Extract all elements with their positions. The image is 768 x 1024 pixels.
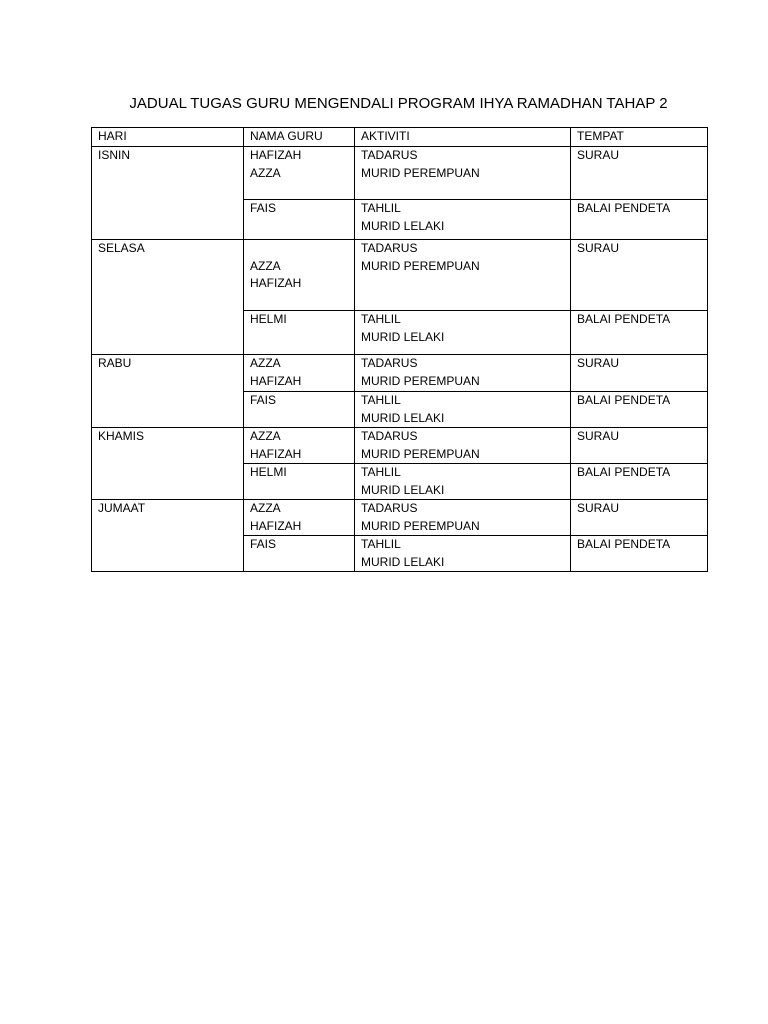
teacher-cell-line: HAFIZAH bbox=[250, 518, 302, 533]
teacher-cell-line: AZZA bbox=[250, 258, 281, 273]
activity-cell bbox=[355, 464, 571, 500]
header-activity: AKTIVITI bbox=[355, 128, 571, 147]
place-cell: SURAU bbox=[571, 240, 708, 311]
teacher-cell bbox=[244, 428, 355, 464]
activity-cell-line: MURID LELAKI bbox=[361, 329, 445, 344]
place-cell: BALAI PENDETA bbox=[571, 200, 708, 240]
activity-cell bbox=[355, 200, 571, 240]
activity-cell-line: MURID LELAKI bbox=[361, 218, 445, 233]
activity-cell-line: MURID PEREMPUAN bbox=[361, 373, 480, 388]
teacher-cell-line: HELMI bbox=[250, 312, 287, 326]
header-place: TEMPAT bbox=[571, 128, 708, 147]
schedule-row bbox=[92, 355, 708, 392]
activity-cell bbox=[355, 428, 571, 464]
activity-cell-line: MURID PEREMPUAN bbox=[361, 518, 480, 533]
teacher-cell-line: HAFIZAH bbox=[250, 148, 302, 162]
day-cell: ISNIN bbox=[92, 147, 244, 240]
activity-cell-line: TAHLIL bbox=[361, 201, 401, 215]
activity-cell-line: TADARUS bbox=[361, 501, 418, 515]
teacher-cell-line: AZZA bbox=[250, 356, 281, 370]
header-day: HARI bbox=[92, 128, 244, 147]
teacher-cell bbox=[244, 355, 355, 392]
teacher-cell-line: HAFIZAH bbox=[250, 446, 302, 461]
teacher-cell bbox=[244, 464, 355, 500]
day-cell: SELASA bbox=[92, 240, 244, 355]
activity-cell-line: MURID PEREMPUAN bbox=[361, 165, 480, 180]
teacher-cell-line: FAIS bbox=[250, 393, 277, 407]
place-cell: BALAI PENDETA bbox=[571, 536, 708, 572]
duty-schedule-table bbox=[91, 127, 708, 572]
activity-cell bbox=[355, 536, 571, 572]
header-teacher: NAMA GURU bbox=[244, 128, 355, 147]
activity-cell-line: MURID PEREMPUAN bbox=[361, 258, 480, 273]
teacher-cell-line: AZZA bbox=[250, 165, 281, 180]
activity-cell bbox=[355, 240, 571, 311]
activity-cell-line: TAHLIL bbox=[361, 537, 401, 551]
activity-cell bbox=[355, 355, 571, 392]
activity-cell-line: MURID LELAKI bbox=[361, 482, 445, 497]
day-cell: KHAMIS bbox=[92, 428, 244, 500]
teacher-cell-line bbox=[250, 240, 348, 258]
activity-cell-line: TAHLIL bbox=[361, 393, 401, 407]
place-cell: SURAU bbox=[571, 355, 708, 392]
document-title: JADUAL TUGAS GURU MENGENDALI PROGRAM IHYA RAMADHAN TAHAP 2 bbox=[129, 95, 668, 112]
teacher-cell-line: AZZA bbox=[250, 501, 281, 515]
teacher-cell bbox=[244, 500, 355, 536]
activity-cell-line: MURID LELAKI bbox=[361, 410, 445, 425]
place-cell: BALAI PENDETA bbox=[571, 464, 708, 500]
activity-cell-line: TADARUS bbox=[361, 241, 418, 255]
teacher-cell bbox=[244, 147, 355, 200]
day-cell: JUMAAT bbox=[92, 500, 244, 572]
teacher-cell bbox=[244, 392, 355, 428]
teacher-cell-line: FAIS bbox=[250, 201, 277, 215]
place-cell: SURAU bbox=[571, 147, 708, 200]
activity-cell-line: TAHLIL bbox=[361, 312, 401, 326]
teacher-cell bbox=[244, 240, 355, 311]
teacher-cell bbox=[244, 311, 355, 355]
schedule-row bbox=[92, 500, 708, 536]
activity-cell-line: MURID LELAKI bbox=[361, 554, 445, 569]
teacher-cell-line: HELMI bbox=[250, 465, 287, 479]
header-row bbox=[92, 128, 708, 147]
place-cell: BALAI PENDETA bbox=[571, 392, 708, 428]
activity-cell bbox=[355, 147, 571, 200]
day-cell: RABU bbox=[92, 355, 244, 428]
activity-cell-line: MURID PEREMPUAN bbox=[361, 446, 480, 461]
activity-cell bbox=[355, 392, 571, 428]
place-cell: SURAU bbox=[571, 428, 708, 464]
schedule-row bbox=[92, 240, 708, 311]
teacher-cell-line: HAFIZAH bbox=[250, 373, 302, 388]
teacher-cell bbox=[244, 200, 355, 240]
schedule-row bbox=[92, 428, 708, 464]
activity-cell bbox=[355, 311, 571, 355]
activity-cell-line: TADARUS bbox=[361, 356, 418, 370]
teacher-cell bbox=[244, 536, 355, 572]
teacher-cell-line: HAFIZAH bbox=[250, 276, 302, 290]
activity-cell-line: TAHLIL bbox=[361, 465, 401, 479]
activity-cell-line: TADARUS bbox=[361, 429, 418, 443]
teacher-cell-line: AZZA bbox=[250, 429, 281, 443]
activity-cell-line: TADARUS bbox=[361, 148, 418, 162]
place-cell: BALAI PENDETA bbox=[571, 311, 708, 355]
schedule-row bbox=[92, 147, 708, 200]
place-cell: SURAU bbox=[571, 500, 708, 536]
teacher-cell-line: FAIS bbox=[250, 537, 277, 551]
activity-cell bbox=[355, 500, 571, 536]
